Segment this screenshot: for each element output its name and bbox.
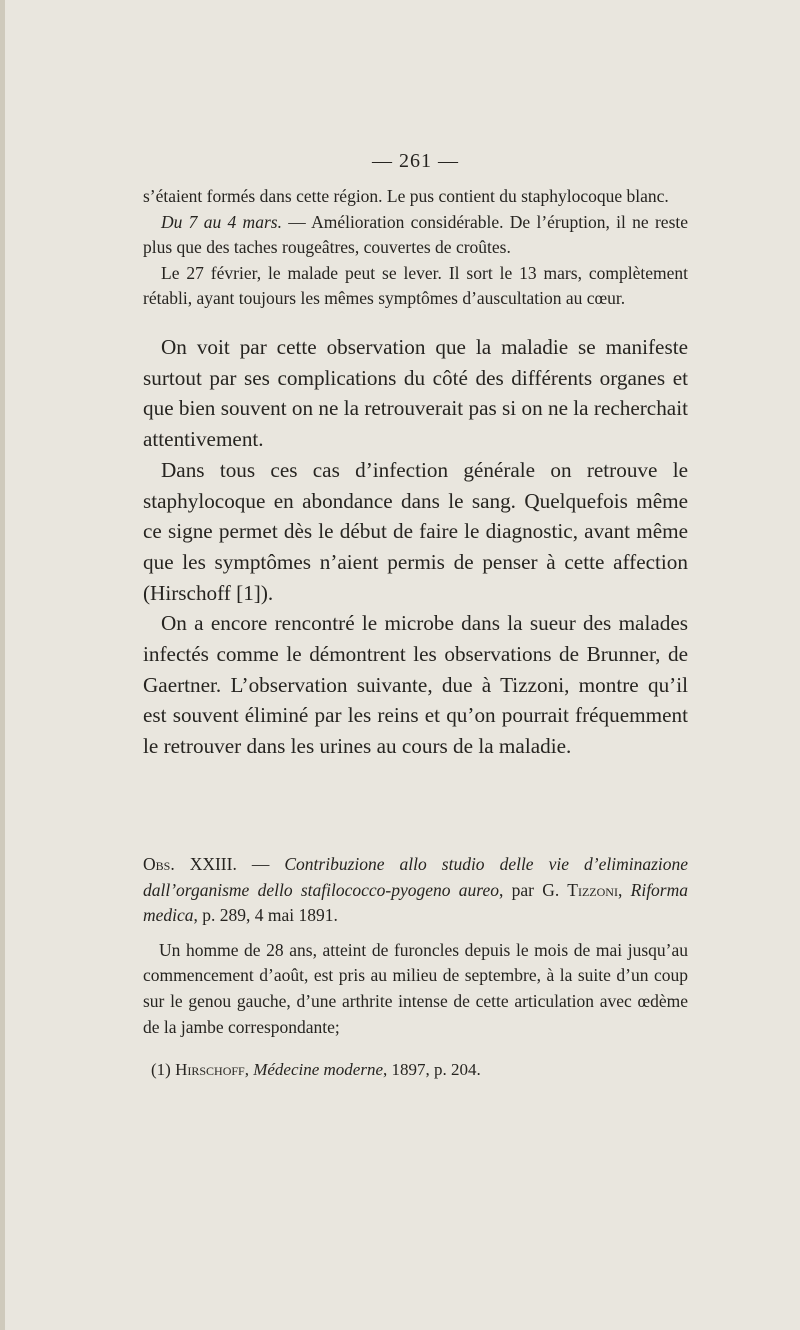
observation-par: , par (499, 879, 543, 900)
discussion-paragraph-2: Dans tous ces cas d’infection générale on retrouve le staphylocoque en abondance dans le sang. Quelquefois même ce signe permet dès le début de faire le diagnostic, avant même que les symptômes n’aient permis de penser à cette affection (Hirschoff [1]). (143, 457, 688, 605)
case-paragraph-2-text: — Amélioration considérable. De l’éruption, il ne reste plus que des taches rougeâtres, couvertes de croûtes. (143, 211, 689, 258)
discussion-paragraph-3: On a encore rencontré le microbe dans la sueur des malades infectés comme le démontrent les observations de Brunner, de Gaertner. L’observation suivante, due à Tizzoni, montre qu’il est souvent éliminé par les reins et qu’on pourrait fréquemment le retrouver dans les urines au cours de la maladie. (143, 611, 688, 759)
case-paragraph-3: Le 27 février, le malade peut se lever. Il sort le 13 mars, complètement rétabli, ayant toujours les mêmes symptômes d’auscultation au cœur. (143, 262, 688, 309)
observation-journal: Riforma medica (143, 879, 689, 926)
discussion-section (143, 332, 688, 762)
case-report-section (143, 184, 688, 312)
footnote-sep: , (244, 1060, 254, 1079)
observation-heading (143, 852, 688, 929)
footnote-author: Hirschoff (175, 1060, 245, 1079)
case-date: Du 7 au 4 mars. (161, 211, 282, 232)
observation-dash: — (236, 854, 285, 874)
footnote-text (143, 1058, 688, 1082)
observation-author: G. Tizzoni (542, 879, 618, 900)
observation-sep: , (617, 879, 631, 900)
page-number: — 261 — (372, 150, 459, 172)
observation-ref: , p. 289, 4 mai 1891. (193, 905, 338, 926)
case-paragraph-2 (143, 210, 688, 261)
observation-label: Obs. XXIII. (143, 854, 237, 874)
observation-title: Contribuzione allo studio delle vie d’eliminazione dall’organisme dello stafilococco-pyogeno aureo (143, 854, 689, 900)
page-binding-edge (0, 0, 5, 1330)
footnote-marker: (1) (151, 1060, 176, 1079)
footnote-work: Médecine moderne (253, 1060, 384, 1079)
footnote (143, 1058, 688, 1082)
observation-body: Un homme de 28 ans, atteint de furoncles depuis le mois de mai jusqu’au commencement d’août, est pris au milieu de septembre, à la suite d’un coup sur le genou gauche, d’une arthrite intense de cette articulation avec œdème de la jambe correspondante; (143, 939, 688, 1037)
case-paragraph-1: s’étaient formés dans cette région. Le pus contient du staphylocoque blanc. (143, 186, 669, 206)
observation-section (143, 852, 688, 1040)
footnote-ref: , 1897, p. 204. (383, 1060, 481, 1079)
discussion-paragraph-1: On voit par cette observation que la maladie se manifeste surtout par ses complications du côté des différents organes et que bien souvent on ne la retrouverait pas si on ne la recherchait attentivement. (143, 335, 688, 452)
